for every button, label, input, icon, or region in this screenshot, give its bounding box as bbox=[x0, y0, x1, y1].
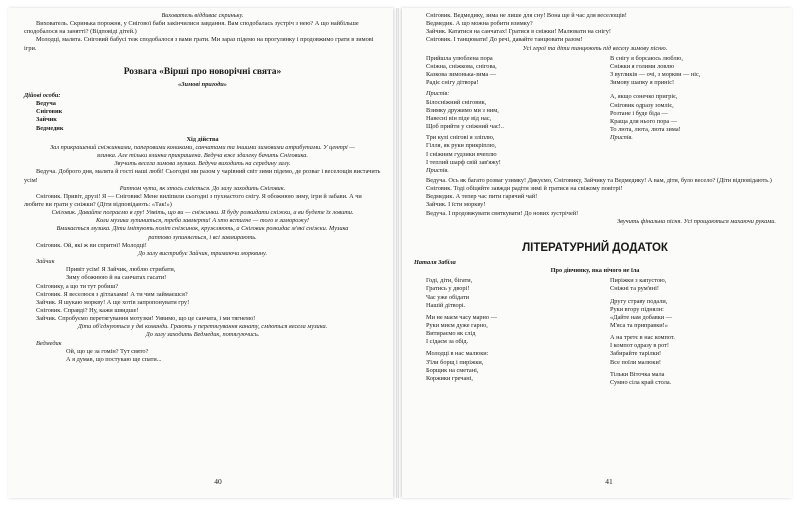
text-paragraph: Звучить фінальна пісня. Усі прощаються махаючи руками. bbox=[617, 217, 776, 225]
chorus-lines bbox=[426, 99, 592, 132]
text-line: Зайчик bbox=[36, 116, 57, 124]
text-paragraph: До залу вистрибує Зайчик, тримаючи морквину. bbox=[137, 249, 268, 257]
text-paragraph: Сніговик. Тоді обіцяйте завжди радіти зимі й гратися на свіжому повітрі! bbox=[426, 185, 623, 193]
poem-title: Про дівчинку, яка нічого не їла bbox=[550, 267, 640, 275]
book-gutter bbox=[396, 8, 399, 498]
text-paragraph: Вихователь. Скринька порожня, у Снігової баби закінчилися завдання. Вам сподобалась зустріч з нею? А що найбільше сподобалося на заняттi? (Відповіді дітей.) bbox=[24, 20, 359, 36]
right-top-text bbox=[414, 12, 776, 53]
text-line: І сніжним гудзики вчеплю bbox=[426, 150, 497, 158]
vedmedyk-verse bbox=[24, 348, 381, 364]
poem-line: Молодці в нас малюки: bbox=[426, 350, 489, 358]
event-heading: Розвага «Вірші про новорічні свята» bbox=[123, 66, 282, 77]
poem-line: І компот одразу в рот! bbox=[610, 342, 669, 350]
text-line: Сніжна, сніжкова, снігова, bbox=[426, 62, 497, 70]
text-paragraph: Сніговик. Справді? Ну, кажи швидше! bbox=[36, 307, 139, 314]
page-number-left: 40 bbox=[214, 476, 222, 486]
course-title: Хід дійства bbox=[186, 135, 219, 143]
text-paragraph: Ведуча. Доброго дня, малята й гості наші любі! Сьогодні ми разом у чарівний світ зими підемо, де розваг і веселощів вистачить усім! bbox=[24, 168, 381, 184]
scene-one bbox=[24, 144, 381, 258]
page-number-right: 41 bbox=[605, 476, 613, 486]
poem-column-left bbox=[414, 277, 592, 391]
text-paragraph: Діти об'єднуються у дві команди. Грають у перетягування канату, сміються весела музика. bbox=[77, 323, 328, 331]
text-paragraph: Усі герої та діти танцюють під веселу зимову пісню. bbox=[522, 44, 668, 52]
poem-line: Все поїли малюки! bbox=[610, 358, 661, 366]
song-column-right bbox=[592, 55, 776, 175]
poem-line: «Дайте нам добавки — bbox=[610, 313, 673, 321]
left-page bbox=[8, 8, 393, 498]
right-page bbox=[402, 8, 792, 498]
text-paragraph: Зал прикрашений сніжинками, паперовими кониками, санчатами та іншими зимовими атрибутами. У центрі — ялинка. Але тільки ялинка прикрашена. Ведуча вже здалеку бачить Сніговика. bbox=[50, 143, 355, 160]
song-column-left bbox=[414, 55, 592, 175]
song-verse-2 bbox=[610, 55, 776, 88]
poem-line: Руки миєм дуже гарно, bbox=[426, 322, 488, 329]
event-subheading: «Зимові пригоди» bbox=[178, 80, 227, 88]
poem-stanza bbox=[610, 277, 776, 293]
text-paragraph: Сніговик. Ведмедику, зима не лише для сну! Вона ще й час для веселощів! bbox=[426, 12, 627, 19]
text-line: Білосніжний сніговик, bbox=[426, 98, 487, 106]
text-paragraph: Вмикається музика. Діти імітують політ сніжинок, кружляють, а Сніговик розкидає м'які сніжки. Музика раптово зупиняється, і всі завмирають. bbox=[56, 225, 349, 241]
poem-column-right bbox=[592, 277, 776, 391]
poem-stanza bbox=[610, 298, 776, 331]
poem-line: Витираємо як слід bbox=[426, 330, 476, 338]
poem-line: М'яса та приправки!» bbox=[610, 322, 668, 329]
text-paragraph: Раптом чути, як хтось сміється. До залу заходить Сніговик. bbox=[119, 184, 286, 192]
poem-line: Другу страву подали, bbox=[610, 297, 668, 305]
cast-list bbox=[24, 100, 381, 133]
text-line: Зимову шапку я приніс! bbox=[610, 79, 675, 87]
text-paragraph: Ведмедик. А тепер час пити гарячий чай! bbox=[426, 193, 538, 201]
text-line: То лютa, люта, люта зима! bbox=[610, 126, 681, 134]
song-verse-1 bbox=[426, 55, 592, 88]
text-line: Взимку дружимо ми з ним, bbox=[426, 106, 499, 114]
text-paragraph: Сніговик. І танцювати! До речі, давайте танцювати разом! bbox=[426, 36, 583, 44]
text-line: Ведмедик bbox=[36, 124, 64, 132]
poem-stanza bbox=[426, 350, 592, 383]
poem-line: Сніжні та рум'яні! bbox=[610, 285, 659, 293]
poem-stanza bbox=[610, 371, 776, 387]
text-paragraph: Ведмедик. А що можна робити взимку? bbox=[426, 20, 533, 28]
text-paragraph: Молодці, малята. Сніговий бабусі теж сподобалося з вами грати. Ми зараз підемо на прогулянку і продовжимо грати в зимові ігри. bbox=[24, 36, 374, 52]
text-paragraph: Звучить весела зимова музика. Ведуча виходить на середину залу. bbox=[114, 160, 291, 168]
poem-columns bbox=[414, 277, 776, 391]
text-line: Радіє снігу дітвора! bbox=[426, 79, 479, 87]
text-line: Зиму обожнюю й на санчатах гасати! bbox=[66, 274, 167, 282]
text-line: Навесні він піде від нас, bbox=[426, 114, 492, 122]
poem-line: Нашій дітворі. bbox=[426, 301, 466, 309]
song-verse-4 bbox=[610, 93, 776, 134]
poem-stanza bbox=[426, 314, 592, 347]
text-paragraph: До залу заходить Ведмедик, потягуючись. bbox=[145, 331, 260, 339]
text-line: Казкова зимонька-зима — bbox=[426, 71, 497, 79]
song-columns bbox=[414, 55, 776, 175]
speaker-zaichyk: Зайчик bbox=[36, 258, 55, 266]
scene-two bbox=[24, 283, 381, 340]
text-line: Щоб прийти у сніжний час!.. bbox=[426, 123, 504, 131]
poem-line: Тільки Віточка мала bbox=[610, 370, 665, 378]
chorus-label-2: Приспів. bbox=[426, 166, 449, 174]
after-song-text bbox=[414, 177, 776, 226]
left-top-text bbox=[24, 12, 381, 53]
poem-line: І сідаєм за обід. bbox=[426, 338, 469, 346]
text-line: Гілля, як руки прикріплю, bbox=[426, 142, 497, 150]
poem-line: Годі, діти, бігати, bbox=[426, 277, 473, 285]
text-paragraph: Сніговик. Давайте пограємо в гру! Уявіть, що ви — сніжинки. Я буду розкидати сніжки, а ви будете їх ловити. Коли музика зупиниться, треба завмерти! А хто встигне — того я заморожу! bbox=[51, 209, 354, 225]
text-paragraph: Ведуча. Ось як багато розваг узимку! Дякуємо, Сніговику, Зайчику та Ведмедику! А вам, діти, було весело? (Діти відповідають.) bbox=[426, 176, 772, 184]
poem-line: Борщик на сметані, bbox=[426, 366, 479, 374]
text-line: Сніговик bbox=[36, 108, 63, 116]
poem-line: Сумно сіла край стола. bbox=[610, 378, 672, 386]
poem-line: З'їли борщ і пиріжки, bbox=[426, 358, 484, 366]
text-paragraph: Ведуча. І продовжувати святкувати! До нових зустрічей! bbox=[426, 209, 579, 217]
speaker-vedmedyk: Ведмедик bbox=[36, 339, 62, 347]
text-paragraph: Сніговик. Я веселюся з дітлахами! А ти чим займаєшся? bbox=[36, 290, 188, 298]
text-line: Ой, що це за гомін? Тут свято? bbox=[66, 347, 149, 355]
text-paragraph: Зайчик. І їсти моркву! bbox=[426, 201, 486, 209]
poem-author: Наталя Забіла bbox=[414, 258, 456, 266]
text-line: Привіт усім! Я Зайчик, люблю стрибати, bbox=[66, 266, 176, 274]
text-line: А, якщо сонечко пригріє, bbox=[610, 93, 678, 101]
text-paragraph: Зайчик. Спробуємо перетягування мотузки! Уявимо, що це санчата, і ми тягнемо! bbox=[36, 315, 256, 323]
poem-line: Забирайте тарілки! bbox=[610, 350, 662, 358]
text-line: Сніжки я голими ловлю bbox=[610, 62, 675, 70]
text-paragraph: Сніговику, а що ти тут робиш? bbox=[36, 282, 119, 290]
text-line: І теплий шарф свій зав'яжу! bbox=[426, 158, 501, 166]
chorus-label: Приспів: bbox=[426, 90, 450, 98]
text-line: Три кулі снігові я зліплю, bbox=[426, 134, 495, 142]
text-line: Ведуча bbox=[36, 100, 56, 108]
poem-line: Руки вгору піднялн: bbox=[610, 305, 664, 313]
poem-line: Пиріжки з капустою, bbox=[610, 277, 667, 285]
poem-stanza bbox=[426, 277, 592, 310]
text-paragraph: Вихователь віддиває скриньку. bbox=[161, 12, 244, 19]
text-paragraph: Зайчик. Кататися на санчатах! Гратися в сніжки! Малювати на снігу! bbox=[426, 28, 611, 36]
poem-stanza bbox=[610, 334, 776, 367]
text-line: Розтане і буде біда — bbox=[610, 109, 668, 117]
cast-title: Дійові особи: bbox=[24, 91, 61, 99]
text-paragraph: Сніговик. Привіт, друзі! Я — Сніговик! Мене виліпили сьогодні з пухнастого снігу. Я обожнюю зиму, ігри й забави. А чи любите ви грати у сніжки? (Діти відповідають: «Так!») bbox=[24, 192, 362, 208]
poem-line: Коржики гречані, bbox=[426, 374, 473, 382]
text-line: В снігу я борсаюсь люблю, bbox=[610, 54, 683, 62]
poem-line: А на третє в нас компот. bbox=[610, 334, 675, 342]
song-verse-3 bbox=[426, 134, 592, 167]
zaichyk-verse bbox=[24, 266, 381, 282]
poem-line: Ми не маєм часу марно — bbox=[426, 313, 497, 321]
text-line: А я думав, що постукаю ще спати... bbox=[66, 355, 162, 363]
text-line: Сніговик одразу зомліє, bbox=[610, 101, 674, 109]
text-paragraph: Сніговик. Ой, які ж ви спритні! Молодці! bbox=[36, 241, 147, 249]
chorus-label-3: Приспів. bbox=[610, 134, 633, 142]
text-paragraph: Зайчик. Я шукаю моркву! А ще хотів запропонувати гру! bbox=[36, 298, 190, 306]
poem-line: Час уже обідати bbox=[426, 293, 470, 301]
poem-line: Гратись у дворі! bbox=[426, 285, 470, 293]
literary-heading: ЛІТЕРАТУРНИЙ ДОДАТОК bbox=[522, 241, 668, 254]
text-line: З вугликів — очі, з моркви — ніс, bbox=[610, 71, 701, 79]
text-line: Краща для нього пора — bbox=[610, 117, 678, 125]
text-line: Прийшла улюблена пора bbox=[426, 54, 493, 62]
